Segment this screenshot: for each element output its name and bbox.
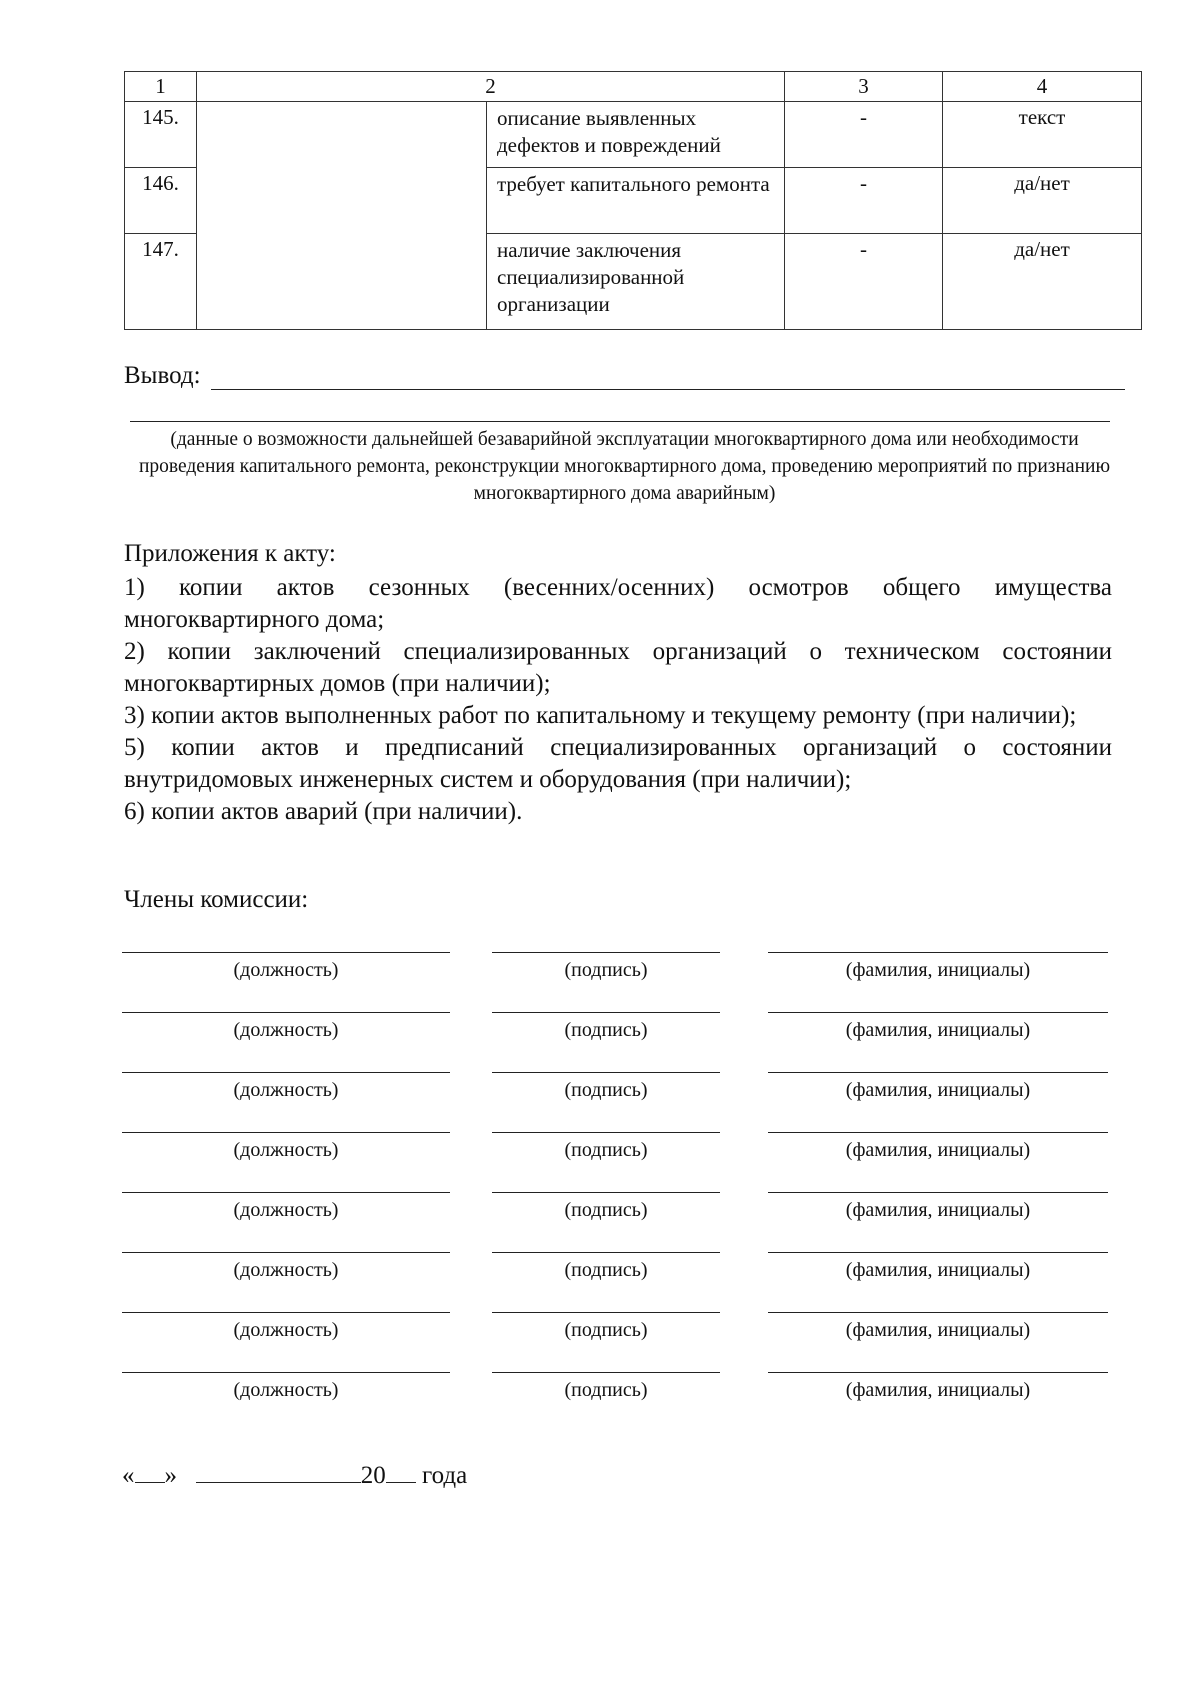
name-caption: (фамилия, инициалы) [845,1079,1031,1101]
signature-line[interactable] [492,1072,720,1079]
row-description: требует капитального ремонта [487,168,785,234]
signature-caption: (подпись) [564,1139,648,1161]
signature-row [0,1072,1200,1122]
row-number: 147. [125,234,197,330]
signature-caption: (подпись) [564,1259,648,1281]
table-header-row [125,72,1142,102]
date-open-quote: « [122,1462,135,1489]
row-number: 146. [125,168,197,234]
name-line[interactable] [768,1252,1108,1259]
position-caption: (должность) [233,1079,339,1101]
name-caption: (фамилия, инициалы) [845,959,1031,981]
signature-caption: (подпись) [564,1379,648,1401]
position-caption: (должность) [233,1319,339,1341]
signature-line[interactable] [492,1132,720,1139]
conclusion-line-2[interactable] [130,421,1110,422]
signature-row [0,1372,1200,1422]
appendix-item: 3) копии актов выполненных работ по капитальному и текущему ремонту (при наличии); [124,702,1077,729]
name-line[interactable] [768,1012,1108,1019]
signature-caption: (подпись) [564,1019,648,1041]
signature-caption: (подпись) [564,1199,648,1221]
name-caption: (фамилия, инициалы) [845,1019,1031,1041]
year-suffix: года [422,1462,468,1489]
row-number: 145. [125,102,197,168]
position-caption: (должность) [233,1139,339,1161]
signature-line[interactable] [492,952,720,959]
appendix-item: 1) копии актов сезонных (весенних/осенних) осмотров общего имущества многоквартирного дома; [124,574,1112,633]
conclusion-note: (данные о возможности дальнейшей безаварийной эксплуатации многоквартирного дома или необходимости проведения капитального ремонта, реконструкции многоквартирного дома, проведению мероприятий по признанию многоквартирного дома аварийным) [138,429,1111,504]
signature-row [0,952,1200,1002]
name-line[interactable] [768,1132,1108,1139]
position-line[interactable] [122,1012,450,1019]
conclusion-label: Вывод: [124,362,201,389]
signature-line[interactable] [492,1372,720,1379]
signature-line[interactable] [492,1192,720,1199]
date-field [122,1458,467,1490]
row-description: описание выявленных дефектов и повреждений [487,102,785,168]
name-line[interactable] [768,1072,1108,1079]
name-line[interactable] [768,1312,1108,1319]
appendix-item: 5) копии актов и предписаний специализированных организаций о состоянии внутридомовых инженерных систем и оборудования (при наличии); [124,734,1112,793]
signature-row [0,1012,1200,1062]
day-blank[interactable] [135,1458,165,1483]
signature-caption: (подпись) [564,1319,648,1341]
appendix-item: 6) копии актов аварий (при наличии). [124,798,523,825]
inspection-table [124,71,1142,330]
appendix-item: 2) копии заключений специализированных организаций о техническом состоянии многоквартирных домов (при наличии); [124,638,1112,697]
signature-row [0,1252,1200,1302]
row-format: да/нет [943,168,1142,234]
row-description: наличие заключения специализированной организации [487,234,785,330]
row-unit: - [785,234,943,330]
signature-line[interactable] [492,1252,720,1259]
name-line[interactable] [768,1192,1108,1199]
name-line[interactable] [768,1372,1108,1379]
appendix-section [124,538,1112,828]
row-unit: - [785,102,943,168]
name-caption: (фамилия, инициалы) [845,1139,1031,1161]
date-close-quote: » [164,1462,177,1489]
name-caption: (фамилия, инициалы) [845,1199,1031,1221]
conclusion-field [124,362,1125,390]
commission-title: Члены комиссии: [124,886,309,913]
position-caption: (должность) [233,1379,339,1401]
signature-caption: (подпись) [564,1079,648,1101]
merged-empty-cell [197,102,487,330]
signature-line[interactable] [492,1312,720,1319]
signature-row [0,1192,1200,1242]
position-line[interactable] [122,1252,450,1259]
position-line[interactable] [122,1192,450,1199]
month-blank[interactable] [196,1458,361,1483]
row-format: текст [943,102,1142,168]
name-caption: (фамилия, инициалы) [845,1259,1031,1281]
position-line[interactable] [122,1132,450,1139]
position-caption: (должность) [233,959,339,981]
position-caption: (должность) [233,1199,339,1221]
position-caption: (должность) [233,1259,339,1281]
signature-row [0,1312,1200,1362]
conclusion-line[interactable] [211,363,1125,390]
row-format: да/нет [943,234,1142,330]
year-prefix: 20 [360,1462,386,1489]
table-header-cell: 3 [785,72,943,102]
position-line[interactable] [122,952,450,959]
table-header-cell: 1 [125,72,197,102]
row-unit: - [785,168,943,234]
position-line[interactable] [122,1312,450,1319]
name-caption: (фамилия, инициалы) [845,1319,1031,1341]
signature-row [0,1132,1200,1182]
position-line[interactable] [122,1072,450,1079]
name-caption: (фамилия, инициалы) [845,1379,1031,1401]
position-line[interactable] [122,1372,450,1379]
signature-line[interactable] [492,1012,720,1019]
table-header-cell: 2 [197,72,785,102]
table-header-cell: 4 [943,72,1142,102]
year-blank[interactable] [386,1458,416,1483]
appendix-title: Приложения к акту: [124,540,336,567]
name-line[interactable] [768,952,1108,959]
signature-caption: (подпись) [564,959,648,981]
position-caption: (должность) [233,1019,339,1041]
table-row [125,102,1142,168]
